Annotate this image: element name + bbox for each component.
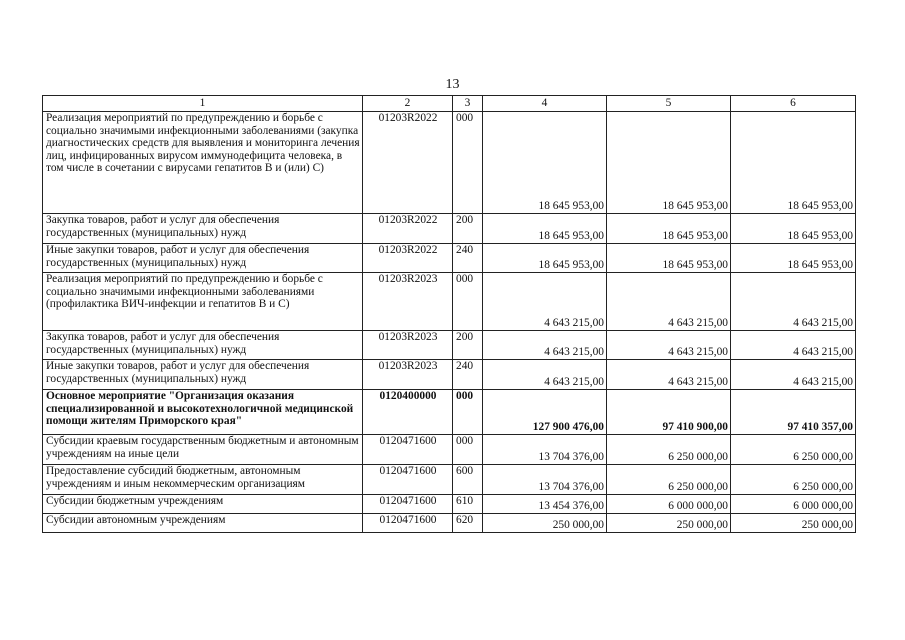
row-value-5-cell: 97 410 900,00 <box>607 390 731 435</box>
row-name-cell: Иные закупки товаров, работ и услуг для обеспечения государственных (муниципальных) нужд <box>43 360 363 390</box>
table-row <box>43 273 856 331</box>
row-code-cell: 01203R2022 <box>363 214 453 244</box>
row-code-cell: 01203R2023 <box>363 360 453 390</box>
row-name-cell: Субсидии бюджетным учреждениям <box>43 495 363 514</box>
row-value-6-cell: 4 643 215,00 <box>731 360 856 390</box>
row-value-5-cell: 18 645 953,00 <box>607 244 731 273</box>
row-code-cell: 01203R2022 <box>363 112 453 214</box>
row-value-4-cell: 127 900 476,00 <box>483 390 607 435</box>
row-type-cell: 600 <box>453 465 483 495</box>
row-value-6-cell: 18 645 953,00 <box>731 244 856 273</box>
row-value-4-cell: 13 454 376,00 <box>483 495 607 514</box>
budget-table <box>42 95 856 533</box>
table-row <box>43 465 856 495</box>
row-value-5-cell: 6 250 000,00 <box>607 435 731 465</box>
column-header-2: 2 <box>363 96 453 112</box>
row-value-5-cell: 18 645 953,00 <box>607 214 731 244</box>
column-header-1: 1 <box>43 96 363 112</box>
row-value-4-cell: 18 645 953,00 <box>483 214 607 244</box>
row-type-cell: 000 <box>453 112 483 214</box>
row-type-cell: 000 <box>453 390 483 435</box>
row-code-cell: 0120471600 <box>363 495 453 514</box>
row-value-4-cell: 13 704 376,00 <box>483 435 607 465</box>
table-row <box>43 360 856 390</box>
row-value-4-cell: 4 643 215,00 <box>483 331 607 360</box>
row-code-cell: 0120471600 <box>363 435 453 465</box>
row-name-cell: Основное мероприятие "Организация оказания специализированной и высокотехнологичной медицинской помощи жителям Приморского края" <box>43 390 363 435</box>
row-type-cell: 620 <box>453 514 483 533</box>
row-value-4-cell: 4 643 215,00 <box>483 360 607 390</box>
row-value-5-cell: 6 000 000,00 <box>607 495 731 514</box>
row-value-6-cell: 4 643 215,00 <box>731 331 856 360</box>
row-value-5-cell: 4 643 215,00 <box>607 331 731 360</box>
row-value-6-cell: 250 000,00 <box>731 514 856 533</box>
column-header-5: 5 <box>607 96 731 112</box>
row-code-cell: 0120471600 <box>363 465 453 495</box>
table-row <box>43 435 856 465</box>
row-value-6-cell: 6 250 000,00 <box>731 435 856 465</box>
row-value-4-cell: 250 000,00 <box>483 514 607 533</box>
table-row <box>43 514 856 533</box>
row-value-4-cell: 4 643 215,00 <box>483 273 607 331</box>
row-value-5-cell: 18 645 953,00 <box>607 112 731 214</box>
row-value-5-cell: 4 643 215,00 <box>607 273 731 331</box>
row-value-6-cell: 18 645 953,00 <box>731 112 856 214</box>
row-name-cell: Иные закупки товаров, работ и услуг для обеспечения государственных (муниципальных) нужд <box>43 244 363 273</box>
table-row <box>43 244 856 273</box>
table-row <box>43 214 856 244</box>
row-type-cell: 610 <box>453 495 483 514</box>
row-name-cell: Предоставление субсидий бюджетным, автономным учреждениям и иным некоммерческим организациям <box>43 465 363 495</box>
row-type-cell: 200 <box>453 214 483 244</box>
row-code-cell: 01203R2022 <box>363 244 453 273</box>
row-value-4-cell: 13 704 376,00 <box>483 465 607 495</box>
row-value-4-cell: 18 645 953,00 <box>483 112 607 214</box>
table-header-row <box>43 96 856 112</box>
column-header-4: 4 <box>483 96 607 112</box>
row-name-cell: Реализация мероприятий по предупреждению и борьбе с социально значимыми инфекционными заболеваниями (профилактика ВИЧ-инфекции и гепатитов В и С) <box>43 273 363 331</box>
row-type-cell: 200 <box>453 331 483 360</box>
row-code-cell: 0120471600 <box>363 514 453 533</box>
row-value-6-cell: 4 643 215,00 <box>731 273 856 331</box>
column-header-6: 6 <box>731 96 856 112</box>
row-value-4-cell: 18 645 953,00 <box>483 244 607 273</box>
row-value-6-cell: 6 250 000,00 <box>731 465 856 495</box>
row-value-6-cell: 6 000 000,00 <box>731 495 856 514</box>
row-type-cell: 000 <box>453 435 483 465</box>
row-name-cell: Реализация мероприятий по предупреждению и борьбе с социально значимыми инфекционными заболеваниями (закупка диагностических средств для выявления и мониторинга лечения лиц, инфицированных вирусом иммунодефицита человека, в том числе в сочетании с вирусами гепатитов В и (или) С) <box>43 112 363 214</box>
row-value-5-cell: 4 643 215,00 <box>607 360 731 390</box>
row-type-cell: 000 <box>453 273 483 331</box>
row-value-6-cell: 97 410 357,00 <box>731 390 856 435</box>
row-value-5-cell: 250 000,00 <box>607 514 731 533</box>
page-number: 13 <box>445 77 460 92</box>
row-name-cell: Закупка товаров, работ и услуг для обеспечения государственных (муниципальных) нужд <box>43 214 363 244</box>
row-code-cell: 01203R2023 <box>363 273 453 331</box>
table-row <box>43 390 856 435</box>
row-name-cell: Субсидии краевым государственным бюджетным и автономным учреждениям на иные цели <box>43 435 363 465</box>
row-type-cell: 240 <box>453 360 483 390</box>
table-body <box>43 96 856 533</box>
row-type-cell: 240 <box>453 244 483 273</box>
row-name-cell: Субсидии автономным учреждениям <box>43 514 363 533</box>
row-code-cell: 01203R2023 <box>363 331 453 360</box>
table-row <box>43 331 856 360</box>
row-value-6-cell: 18 645 953,00 <box>731 214 856 244</box>
row-name-cell: Закупка товаров, работ и услуг для обеспечения государственных (муниципальных) нужд <box>43 331 363 360</box>
table-row <box>43 112 856 214</box>
row-code-cell: 0120400000 <box>363 390 453 435</box>
table-row <box>43 495 856 514</box>
row-value-5-cell: 6 250 000,00 <box>607 465 731 495</box>
column-header-3: 3 <box>453 96 483 112</box>
